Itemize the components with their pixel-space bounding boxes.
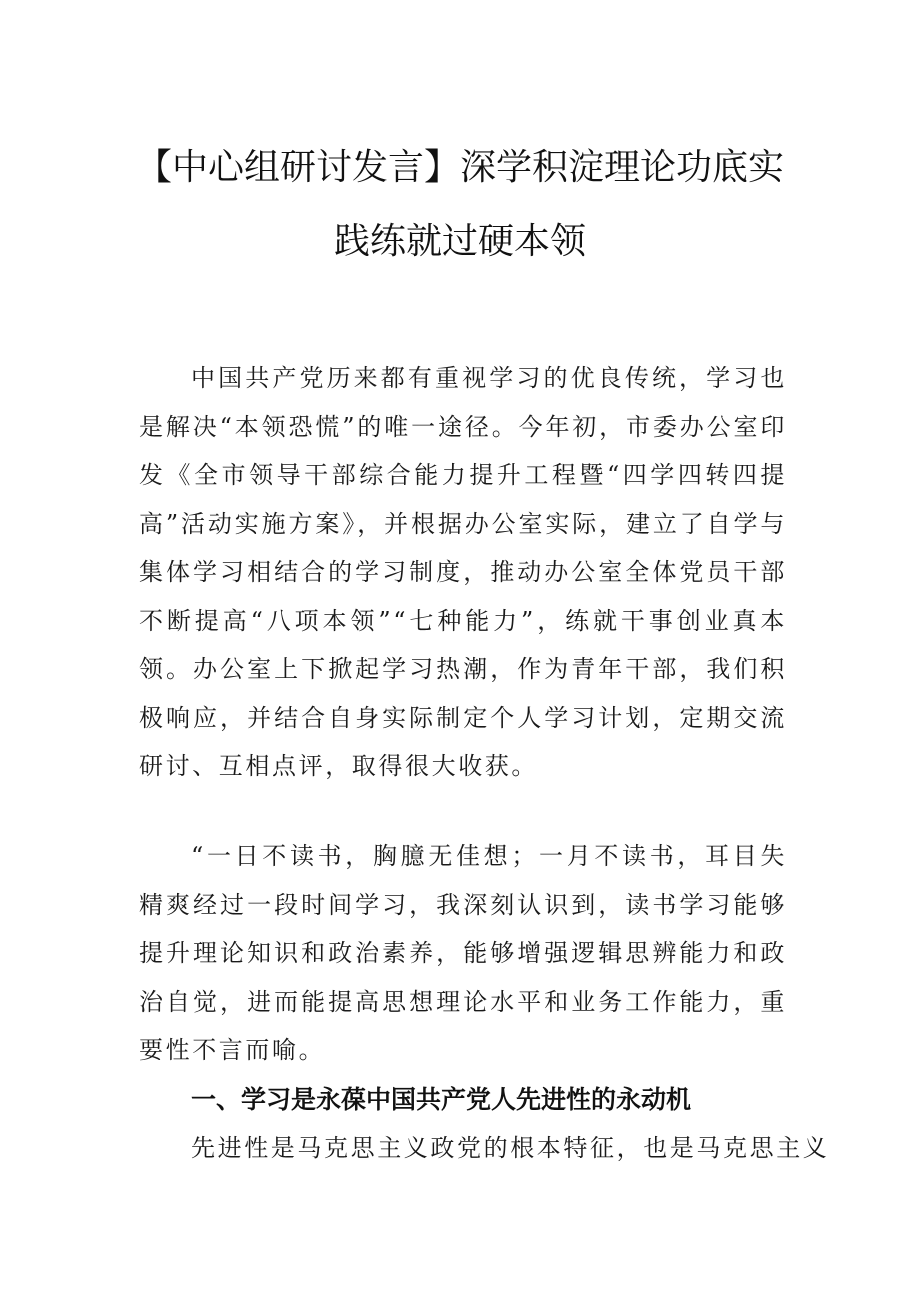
- paragraph-intro: 中国共产党历来都有重视学习的优良传统，学习也是解决“本领恐慌”的唯一途径。今年初，市委办公室印发《全市领导干部综合能力提升工程暨“四学四转四提高”活动实施方案》，并根据办公室实际，建立了自学与集体学习相结合的学习制度，推动办公室全体党员干部不断提高“八项本领”“七种能力”，练就干事创业真本领。办公室上下掀起学习热潮，作为青年干部，我们积极响应，并结合自身实际制定个人学习计划，定期交流研讨、互相点评，取得很大收获。: [139, 364, 787, 780]
- section-heading: 一、学习是永葆中国共产党人先进性的永动机: [191, 1085, 692, 1114]
- document-title-line-1: 【中心组研讨发言】深学积淀理论功底实: [135, 147, 784, 188]
- section-paragraph: 先进性是马克思主义政党的根本特征，也是马克思主义: [191, 1134, 830, 1162]
- document-title-line-2: 践练就过硬本领: [333, 221, 586, 262]
- paragraph-quote: “一日不读书，胸臆无佳想；一月不读书，耳目失精爽经过一段时间学习，我深刻认识到，读书学习能够提升理论知识和政治素养，能够增强逻辑思辨能力和政治自觉，进而能提高思想理论水平和业务工作能力，重要性不言而喻。: [139, 842, 787, 1064]
